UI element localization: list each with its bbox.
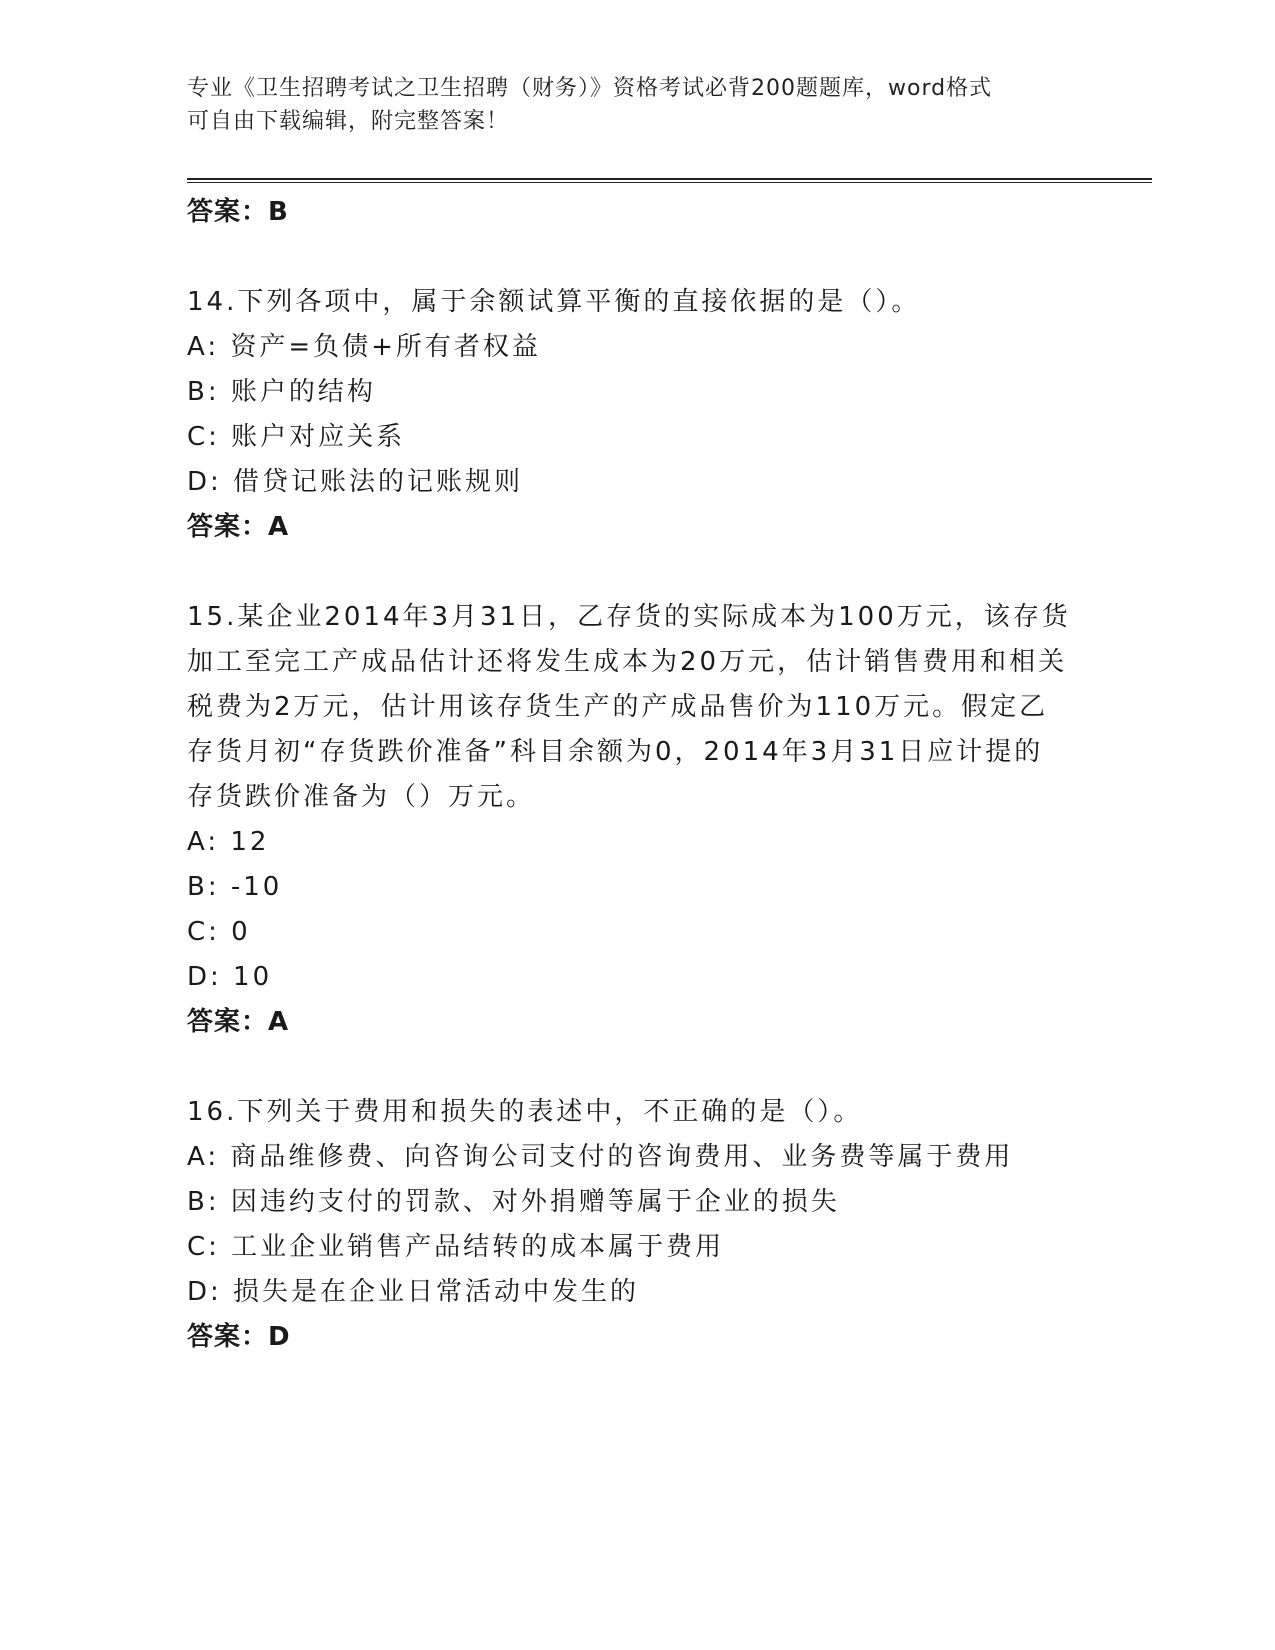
option-c: C: 账户对应关系 <box>187 422 406 452</box>
header-line-2: 可自由下载编辑，附完整答案！ <box>187 109 510 134</box>
option-d: D: 10 <box>187 962 273 992</box>
header-divider <box>187 178 1152 183</box>
option-c: C: 0 <box>187 917 251 947</box>
question-14 <box>187 280 1087 550</box>
option-a: A: 资产=负债+所有者权益 <box>187 332 541 362</box>
header-line-1: 专业《卫生招聘考试之卫生招聘（财务）》资格考试必背200题题库，word格式 <box>187 76 993 101</box>
option-a: A: 商品维修费、向咨询公司支付的咨询费用、业务费等属于费用 <box>187 1142 1014 1172</box>
question-stem-line: 税费为2万元，估计用该存货生产的产成品售价为110万元。假定乙 <box>187 692 1049 722</box>
question-stem-line: 存货跌价准备为（）万元。 <box>187 782 536 812</box>
option-d: D: 损失是在企业日常活动中发生的 <box>187 1277 640 1307</box>
answer-line: 答案：A <box>187 512 290 542</box>
option-b: B: 因违约支付的罚款、对外捐赠等属于企业的损失 <box>187 1187 840 1217</box>
question-stem: 16.下列关于费用和损失的表述中，不正确的是（）。 <box>187 1097 863 1127</box>
question-16 <box>187 1090 1087 1360</box>
option-c: C: 工业企业销售产品结转的成本属于费用 <box>187 1232 725 1262</box>
option-d: D: 借贷记账法的记账规则 <box>187 467 524 497</box>
question-stem-line: 15.某企业2014年3月31日，乙存货的实际成本为100万元，该存货 <box>187 602 1071 632</box>
answer-line: 答案：B <box>187 197 289 227</box>
answer-line: 答案：D <box>187 1322 291 1352</box>
question-stem-line: 加工至完工产成品估计还将发生成本为20万元，估计销售费用和相关 <box>187 647 1068 677</box>
question-stem: 14.下列各项中，属于余额试算平衡的直接依据的是（）。 <box>187 287 921 317</box>
option-a: A: 12 <box>187 827 270 857</box>
document-header <box>187 72 1087 138</box>
option-b: B: 账户的结构 <box>187 377 376 407</box>
question-stem-line: 存货月初“存货跌价准备”科目余额为0，2014年3月31日应计提的 <box>187 737 1044 767</box>
option-b: B: -10 <box>187 872 283 902</box>
question-15 <box>187 595 1087 1045</box>
answer-line: 答案：A <box>187 1007 290 1037</box>
document-body <box>187 190 1087 1360</box>
